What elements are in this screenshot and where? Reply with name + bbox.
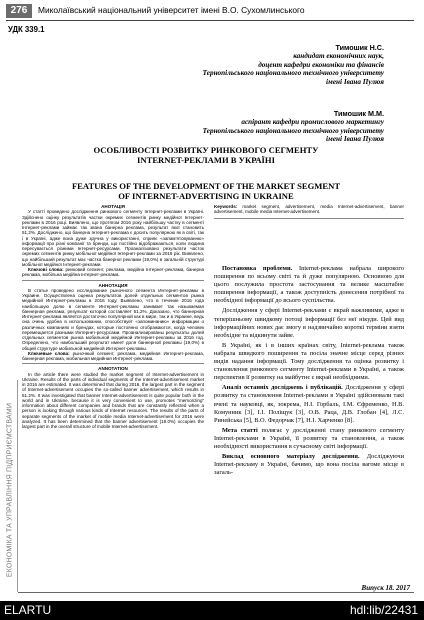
udk-code: УДК 339.1: [8, 25, 45, 34]
abstract-divider: [22, 363, 204, 364]
keywords-text: рыночный сегмент, реклама, медийная Интернет-реклама, баннерная реклама, мобильная медийная Интернет-реклама.: [22, 350, 204, 361]
body-paragraph: [214, 342, 404, 382]
paragraph-lead: Аналіз останніх досліджень і публікацій.: [222, 384, 343, 392]
keywords-text: market segment, advertisement, media Internet-advertisement, banner advertisement, mobile media Internet-advertisement.: [214, 204, 404, 215]
abstract-heading: АНОТАЦІЯ: [101, 204, 125, 209]
keywords-english: [214, 204, 404, 215]
abstract-text-russian: В статье проведено исследование рыночного сегмента Интернет-рекламы в Украине. Осуществлена оценка результатов долей отдельных сегментов рынка медийной Интернет-рекламы в 2016 году. Выявлено, что в течение 2016 года наибольшую долю в сегменте Интернет-рекламы занимает так называемая баннерная реклама, результат которой составляет 51,2%. Доказано, что баннерная Интернет-реклама является достаточно популярной как в мире, так и в Украине, ведь она очень удобна в использовании, способствует «запоминанию» информации о различных компаниях и брендах, которые постоянно отображаются, когда человек перемещается разными Интернет-ресурсами. Проанализированы результаты долей отдельных сегментов рынка мобильной медийной Интернет-рекламы за 2016 год. Определено, что наибольший результат имеет доля баннерной рекламы (19,0%) в общей структуре мобильной медийной Интернет-рекламы.: [22, 287, 204, 351]
author-line: Тернопільського національного технічного університету: [202, 126, 384, 135]
footer-rule: [18, 592, 414, 593]
author-name: Тимошик Н.С.: [335, 43, 384, 52]
abstracts-column: [22, 204, 204, 429]
running-header: [6, 4, 414, 20]
keywords-text: ринковий сегмент, реклама, медійна Інтернет-реклама, банерна реклама, мобільна медійна Інтернет-реклама.: [22, 267, 205, 278]
author-name: Тимошик М.М.: [333, 109, 384, 118]
paragraph-text: Internet-реклама набрала широкого поширення по всьому світі та й дуже популярною. Основною для цього послужила простота застосування та велике масштабне поширення інформації, а також доступність донесення потрібної та необхідної інформації до всього суспільства.: [214, 265, 404, 305]
author-line: імені Івана Пулюя: [325, 135, 384, 144]
article-title-english: [30, 182, 382, 201]
title-line: FEATURES OF THE DEVELOPMENT OF THE MARKET SEGMENT: [71, 181, 341, 191]
author-block-1: [124, 44, 384, 86]
article-body: [214, 265, 404, 479]
body-paragraph: [214, 384, 404, 424]
body-paragraph: [214, 265, 404, 305]
author-line: Тернопільського національного технічного університету: [202, 69, 384, 78]
paragraph-text: Досліджуючи Internet-рекламу в Україні, бачимо, що вона посіла вагоме місце в загаль-: [214, 453, 404, 477]
side-label-text: ЕКОНОМІКА ТА УПРАВЛІННЯ ПІДПРИЄМСТВАМИ: [6, 402, 14, 578]
paragraph-text: Дослідження у сфері розвитку та становлення Internet-реклами в Україні здійснювали такі вчені та науковці, як, зокрема, Н.І. Горбаль, І.М. Єфременко, Н.В. Комунник [3], І.І. Поліщук [3], О.В. Раца, Д.В. Глобан [4], Л.С. Ринейська [5], В.О. Федорчак [7], Н.І. Харченко [8].: [214, 384, 405, 424]
author-line: кандидат економічних наук,: [293, 52, 384, 61]
repository-name: ELARTU: [4, 603, 52, 617]
abstract-heading: АННОТАЦИЯ: [98, 282, 128, 288]
paragraph-lead: Постановка проблеми.: [222, 265, 293, 272]
abstract-text-ukrainian: У статті проведено дослідження ринкового сегменту Інтернет-реклами в Україні. Здійснено оцінку результатів частки окремих сегментів ринку медійної Інтернет-реклами в 2016 році. Виявлено, що протягом 2016 року найбільшу частку в сегменті Інтернет-реклами займає так звана банерна реклама, результат якої становить 51,2%. Досліджено, що банерна Інтернет-реклама є досить популярною як в світі, так і в Україні, адже вона дуже зручна у використанні, сприяє «запам’ятовуванню» інформації про різні компанії та бренди, що постійно відображаються, коли людина пересувається різними Інтернет-ресурсами. Проаналізовано результати часток окремих сегментів ринку мобільної медійної Інтернет-реклами за 2016 рік. Виявлено, що найбільший результат має частка банерної реклами (19,0%) в загальній структурі мобільної медійної Інтернет-реклами.: [22, 209, 204, 267]
page-number: 276: [6, 4, 32, 18]
repository-footer-bar: [0, 601, 424, 620]
article-title-ukrainian: [30, 146, 382, 165]
side-rule: [17, 380, 18, 592]
abstract-divider: [22, 280, 204, 281]
abstract-text-english: In the article there were studied the market segment of Internet-advertisement in Ukraine. Results of the parts of individual segments of the Internet-advertisement market in 2016 are estimated. It was determined that during 2016, the largest part in the segment of Internet-advertisement occupies the so-called banner advertisement, which results in 51.2%. It was investigated that banner Internet-advertisement is quite popular both in the world and in Ukraine, because it is very convenient to use, promotes “memorizing” information about different companies and brands that are constantly reflected when a person is looking through various kinds of Internet resources. The results of the parts of separate segments of the market of mobile media Internet-advertisement for 2016 were analyzed. It has been determined that the banner advertisement (19.0%) occupies the largest part in the overall structure of mobile Internet-advertisement.: [22, 371, 204, 429]
paragraph-lead: Мета статті: [222, 426, 258, 434]
header-rule: [6, 20, 414, 21]
paragraph-text: полягає у дослідженні стану ринкового сегменту Internet-реклами в Україні, її розвитку та становлення, а також необхідності використання в сучасному світі інформації.: [214, 426, 404, 450]
abstract-heading: ANNOTATION: [98, 366, 128, 372]
author-line: імені Івана Пулюя: [325, 77, 384, 86]
author-line: аспірант кафедри промислового маркетингу: [241, 118, 384, 127]
keywords-ukrainian: [22, 267, 204, 278]
issue-label: Випуск 18. 2017: [361, 584, 410, 592]
abstract-divider: [214, 218, 404, 219]
keywords-label: Ключевые слова:: [28, 350, 70, 356]
body-paragraph: [214, 307, 404, 339]
paragraph-text: Дослідження у сфері Internet-реклами є вкрай важливими, адже в теперішньому швидкому потоці інформації без неї нікуди. Цей вид інформаційних нових дає змогу в надзвичайно короткі терміни взяти необхідне та відкинути зайве.: [214, 307, 404, 339]
keywords-russian: [22, 351, 204, 362]
abstract-english-continued: [214, 204, 404, 222]
author-line: доцент кафедри економіки та фінансів: [258, 60, 384, 69]
keywords-label: Ключові слова:: [28, 267, 64, 272]
title-line: INTERNET-РЕКЛАМИ В УКРАЇНІ: [137, 154, 275, 165]
body-paragraph: [214, 427, 404, 451]
author-block-2: [124, 110, 384, 144]
title-line: ОСОБЛИВОСТІ РОЗВИТКУ РИНКОВОГО СЕГМЕНТУ: [93, 145, 319, 155]
body-paragraph: [214, 453, 404, 477]
title-line: OF INTERNET-ADVERTISING IN UKRAINE: [118, 190, 294, 201]
journal-title: Миколаївський національний університет імені В.О. Сухомлинського: [38, 5, 305, 15]
section-side-label: [4, 380, 16, 600]
paragraph-text: В Україні, як і в інших країнах світу, Internet-реклама також набрала швидкого поширення та посіла значне місце серед різних видів надання інформації. Тому дослідження та оцінка розвитку і становлення ринкового сегменту Internet-реклами в Україні, а також перспектив її розвитку на майбутнє є вкрай необхідними.: [214, 341, 404, 382]
paragraph-lead: Виклад основного матеріалу дослідження.: [222, 453, 360, 461]
keywords-label: Keywords:: [214, 204, 238, 209]
handle-id: hdl:lib/22431: [349, 603, 418, 617]
